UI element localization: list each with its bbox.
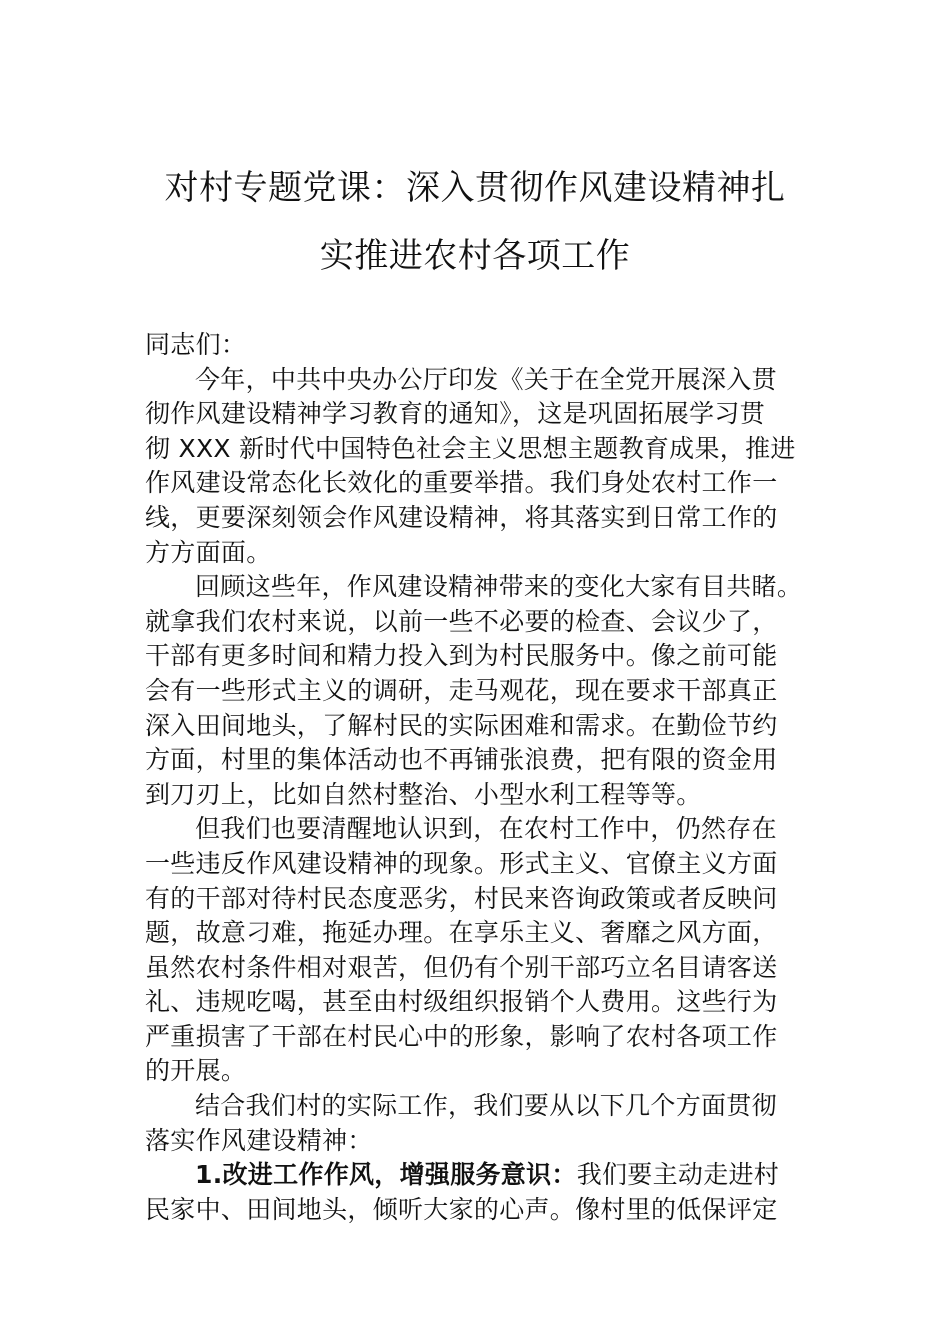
paragraph-line: 线，更要深刻领会作风建设精神，将其落实到日常工作的 — [145, 502, 778, 532]
paragraph-line: 到刀刃上，比如自然村整治、小型水利工程等等。 — [145, 779, 702, 809]
point-1-first-line — [145, 1158, 835, 1193]
paragraph-1 — [145, 363, 835, 571]
paragraph-line: 干部有更多时间和精力投入到为村民服务中。像之前可能 — [145, 641, 778, 671]
salutation-text: 同志们： — [145, 330, 247, 359]
paragraph-line: 今年，中共中央办公厅印发《关于在全党开展深入贯 — [195, 364, 777, 394]
point-1-text: 我们要主动走进村 — [576, 1160, 780, 1190]
paragraph-line: 落实作风建设精神： — [145, 1125, 373, 1155]
paragraph-line: 礼、违规吃喝，甚至由村级组织报销个人费用。这些行为 — [145, 987, 778, 1017]
paragraph-line: 严重损害了干部在村民心中的形象，影响了农村各项工作 — [145, 1021, 778, 1051]
paragraph-line: 方方面面。 — [145, 537, 272, 567]
paragraph-line: 作风建设常态化长效化的重要举措。我们身处农村工作一 — [145, 468, 778, 498]
salutation — [145, 328, 835, 363]
paragraph-line: 就拿我们农村来说，以前一些不必要的检查、会议少了， — [145, 606, 778, 636]
paragraph-line: 民家中、田间地头，倾听大家的心声。像村里的低保评定 — [145, 1194, 778, 1224]
document-title-line-1: 对村专题党课：深入贯彻作风建设精神扎 — [164, 168, 786, 208]
paragraph-line: 有的干部对待村民态度恶劣，村民来咨询政策或者反映问 — [145, 883, 778, 913]
paragraph-line: 结合我们村的实际工作，我们要从以下几个方面贯彻 — [195, 1091, 777, 1121]
paragraph-line: 会有一些形式主义的调研，走马观花，现在要求干部真正 — [145, 675, 778, 705]
paragraph-3 — [145, 812, 835, 1089]
paragraph-4 — [145, 1089, 835, 1158]
paragraph-line: 的开展。 — [145, 1056, 247, 1086]
paragraph-line: 但我们也要清醒地认识到，在农村工作中，仍然存在 — [195, 814, 777, 844]
paragraph-line: 彻作风建设精神学习教育的通知》，这是巩固拓展学习贯 — [145, 399, 766, 429]
document-body — [145, 328, 835, 1227]
paragraph-line: 深入田间地头，了解村民的实际困难和需求。在勤俭节约 — [145, 710, 778, 740]
paragraph-line: 题，故意刁难，拖延办理。在享乐主义、奢靡之风方面， — [145, 918, 778, 948]
paragraph-line: 彻 XXX 新时代中国特色社会主义思想主题教育成果，推进 — [145, 433, 796, 463]
paragraph-line: 一些违反作风建设精神的现象。形式主义、官僚主义方面 — [145, 848, 778, 878]
paragraph-line: 虽然农村条件相对艰苦，但仍有个别干部巧立名目请客送 — [145, 952, 778, 982]
document-title-line-2: 实推进农村各项工作 — [319, 236, 631, 276]
point-1 — [145, 1158, 835, 1227]
paragraph-line: 方面，村里的集体活动也不再铺张浪费，把有限的资金用 — [145, 745, 778, 775]
paragraph-line: 回顾这些年，作风建设精神带来的变化大家有目共睹。 — [195, 572, 803, 602]
paragraph-2 — [145, 570, 835, 812]
point-1-heading: 1.改进工作作风，增强服务意识： — [195, 1160, 577, 1190]
